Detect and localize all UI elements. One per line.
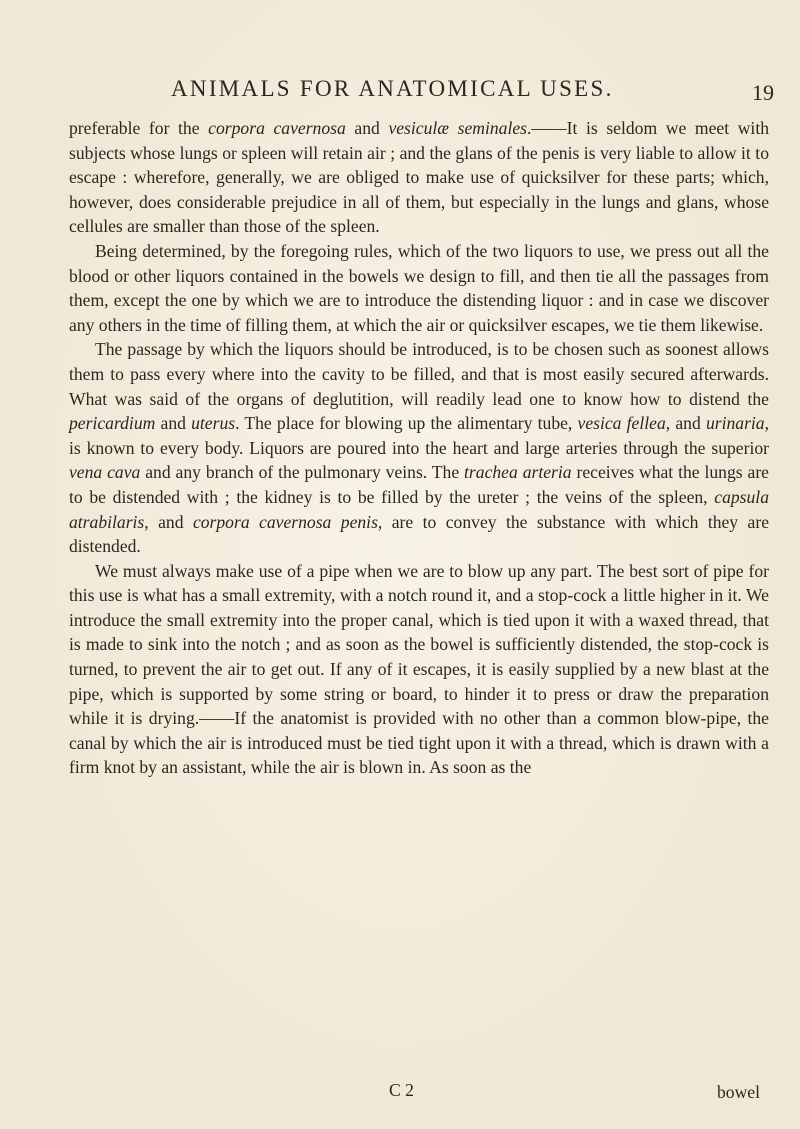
paragraph (69, 559, 769, 780)
text-run: .——It is seldom we meet with subjects whose lungs or spleen will retain air ; and the glans of the penis is very liable to allow it to escape : wherefore, generally, we are obliged to make use of quicksilver for these parts; which, however, does considerable prejudice in all of them, but especially in the lungs and glans, whose cellules are smaller than those of the spleen. (69, 118, 769, 237)
catchword: bowel (717, 1082, 760, 1102)
text-run: and (155, 413, 192, 434)
signature-mark: C 2 (389, 1080, 414, 1100)
italic-term: trachea arteria (464, 462, 572, 483)
italic-term: corpora cavernosa penis (192, 511, 378, 532)
text-run: , is known to every body. Liquors are poured into the heart and large arteries through the superior (69, 413, 770, 458)
text-run: and (345, 118, 389, 138)
paragraph (69, 116, 769, 239)
page-number: 19 (752, 80, 774, 105)
paragraph (69, 239, 769, 337)
italic-term: pericardium (69, 413, 156, 434)
text-run: We must always make use of a pipe when we are to blow up any part. The best sort of pipe for this use is what has a small extremity, with a notch round it, and a stop-cock a little higher in it. We introduce the small extremity into the proper canal, which is tied upon it with a waxed thread, that is made to sink into the notch ; and as soon as the bowel is sufficiently distended, the stop-cock is turned, to prevent the air to get out. If any of it escapes, it is easily supplied by a new blast at the pipe, which is supported by some string or board, to hinder it to press or draw the preparation while it is drying.——If the anatomist is provided with no other than a common blow-pipe, the canal by which the air is introduced must be tied tight upon it with a thread, which is drawn with a firm knot by an assistant, while the air is blown in. As soon as the (69, 560, 769, 778)
italic-term: uterus (191, 413, 236, 434)
text-run: The passage by which the liquors should be introduced, is to be chosen such as soonest allows them to pass every where into the cavity to be filled, and that is most easily secured afterwards. What was said of the organs of deglutition, will readily lead one to know how to distend the (69, 339, 769, 409)
text-run: . The place for blowing up the alimentary tube, (235, 413, 578, 434)
text-run: preferable for the (69, 118, 209, 138)
text-run: , are to convey the substance with which they are distended. (69, 511, 770, 557)
body-text (69, 116, 769, 780)
running-head: ANIMALS FOR ANATOMICAL USES. (171, 76, 614, 101)
italic-term: vena cava (69, 462, 141, 483)
paragraph (69, 337, 769, 558)
text-run: , and (144, 511, 193, 532)
italic-term: corpora cavernosa (208, 118, 346, 138)
text-run: and any branch of the pulmonary veins. The (140, 462, 465, 483)
italic-term: vesica fellea (577, 413, 666, 434)
italic-term: vesiculæ seminales (388, 118, 528, 138)
text-run: Being determined, by the foregoing rules, which of the two liquors to use, we press out all the blood or other liquors contained in the bowels we design to fill, and then tie all the passages from them, except the one by which we are to introduce the distending liquor : and in case we discover any others in the time of filling them, at which the air or quicksilver escapes, we tie them likewise. (69, 240, 769, 335)
text-run: receives what the lungs are to be distended with ; the kidney is to be filled by the ureter ; the veins of the spleen, (69, 462, 769, 507)
italic-term: urinaria (705, 413, 765, 434)
italic-term: capsula atrabilaris (69, 486, 769, 532)
text-run: , and (665, 413, 706, 434)
